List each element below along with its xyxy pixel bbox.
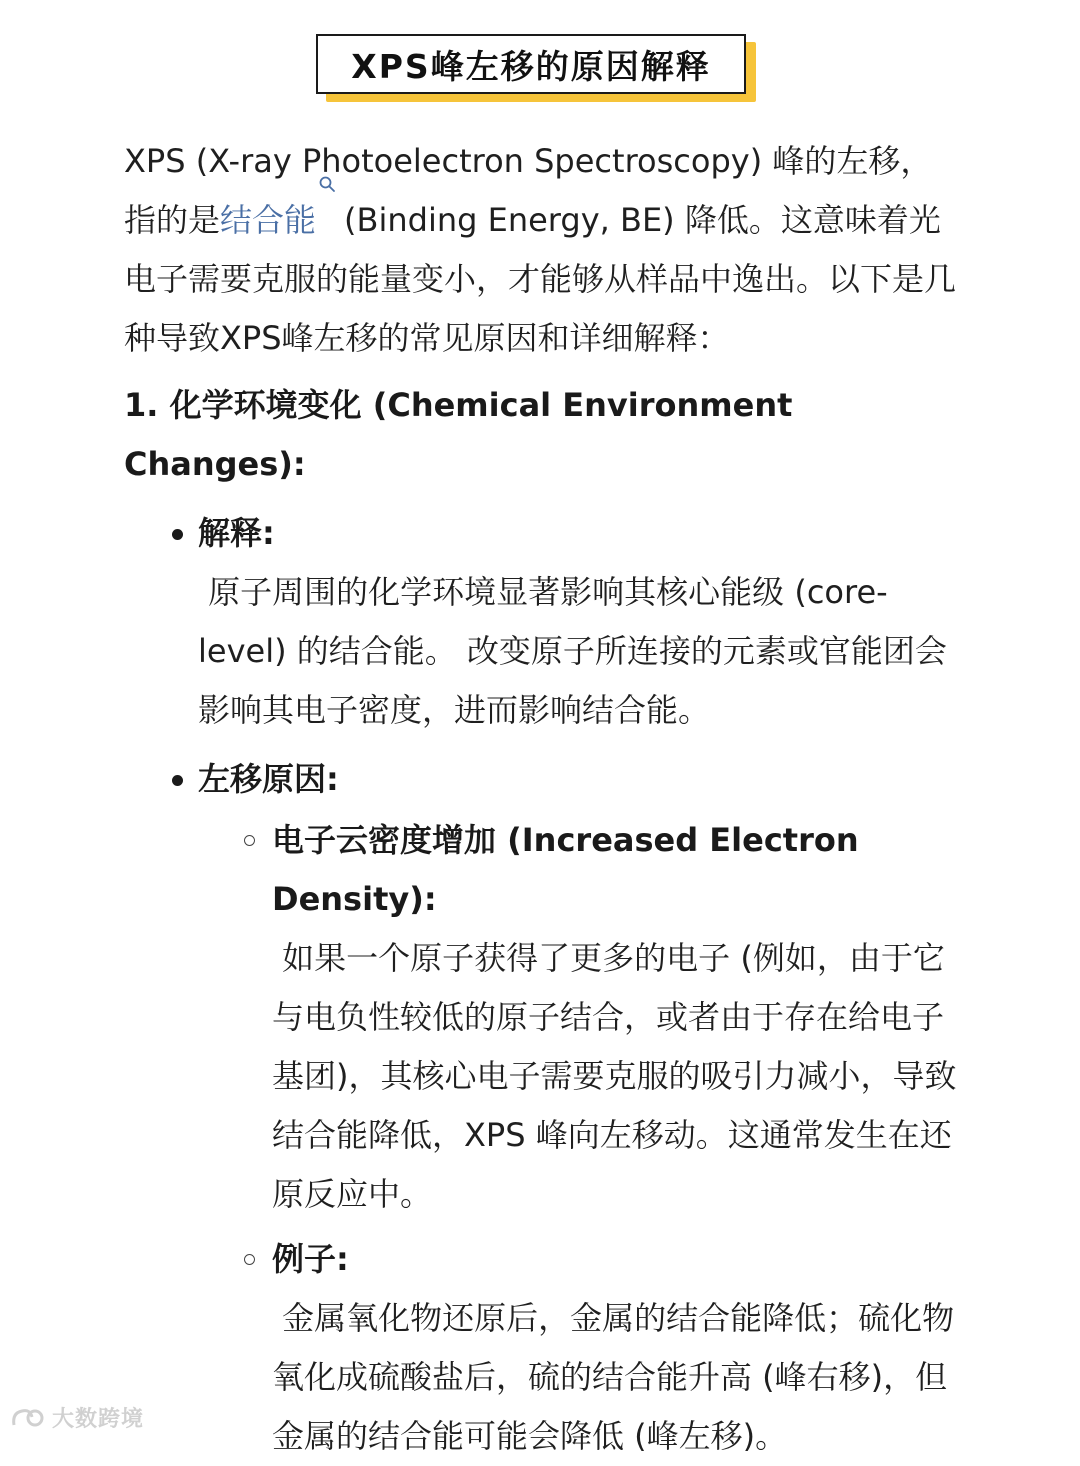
title-banner: [316, 34, 746, 94]
list-item-reason: [124, 750, 960, 1466]
intro-before-link: XPS (X-ray Photoelectron Spectroscopy) 峰的左移，指的是: [124, 142, 933, 239]
intro-after-link: (Binding Energy, BE) 降低。这意味着光电子需要克服的能量变小，才能够从样品中逸出。以下是几种导致XPS峰左移的常见原因和详细解释：: [124, 201, 957, 357]
page-title: XPS峰左移的原因解释: [316, 34, 746, 94]
sub-list-item-example: [198, 1230, 960, 1466]
explanation-text: 原子周围的化学环境显著影响其核心能级 (core-level) 的结合能。 改变原子所连接的元素或官能团会影响其电子密度，进而影响结合能。: [198, 573, 947, 729]
example-label: 例子:: [272, 1240, 349, 1278]
bullet-ring: [244, 835, 255, 846]
reason-label: 左移原因:: [198, 760, 339, 798]
intro-paragraph: [124, 132, 960, 368]
sub-list-item-density: [198, 811, 960, 1224]
bullet-ring: [244, 1254, 255, 1265]
watermark-text: 大数跨境: [52, 1407, 145, 1432]
explanation-label: 解释:: [198, 514, 275, 552]
binding-energy-link[interactable]: 结合能: [220, 201, 317, 239]
bullet-dot: [172, 775, 183, 786]
watermark-logo-icon: [10, 1405, 46, 1431]
list-item-explanation: [124, 504, 960, 740]
density-text: 如果一个原子获得了更多的电子 (例如，由于它与电负性较低的原子结合，或者由于存在给电子基团)，其核心电子需要克服的吸引力减小，导致结合能降低，XPS 峰向左移动。这通常发生在还原反应中。: [272, 939, 957, 1213]
watermark: [10, 1402, 144, 1433]
section-heading: 1. 化学环境变化 (Chemical Environment Changes):: [124, 386, 793, 483]
example-text: 金属氧化物还原后，金属的结合能降低；硫化物氧化成硫酸盐后，硫的结合能升高 (峰右移)，但金属的结合能可能会降低 (峰左移)。: [272, 1299, 955, 1455]
search-icon[interactable]: [318, 175, 336, 193]
article-body: [124, 132, 960, 1466]
bullet-dot: [172, 529, 183, 540]
density-label: 电子云密度增加 (Increased Electron Density):: [272, 821, 859, 918]
